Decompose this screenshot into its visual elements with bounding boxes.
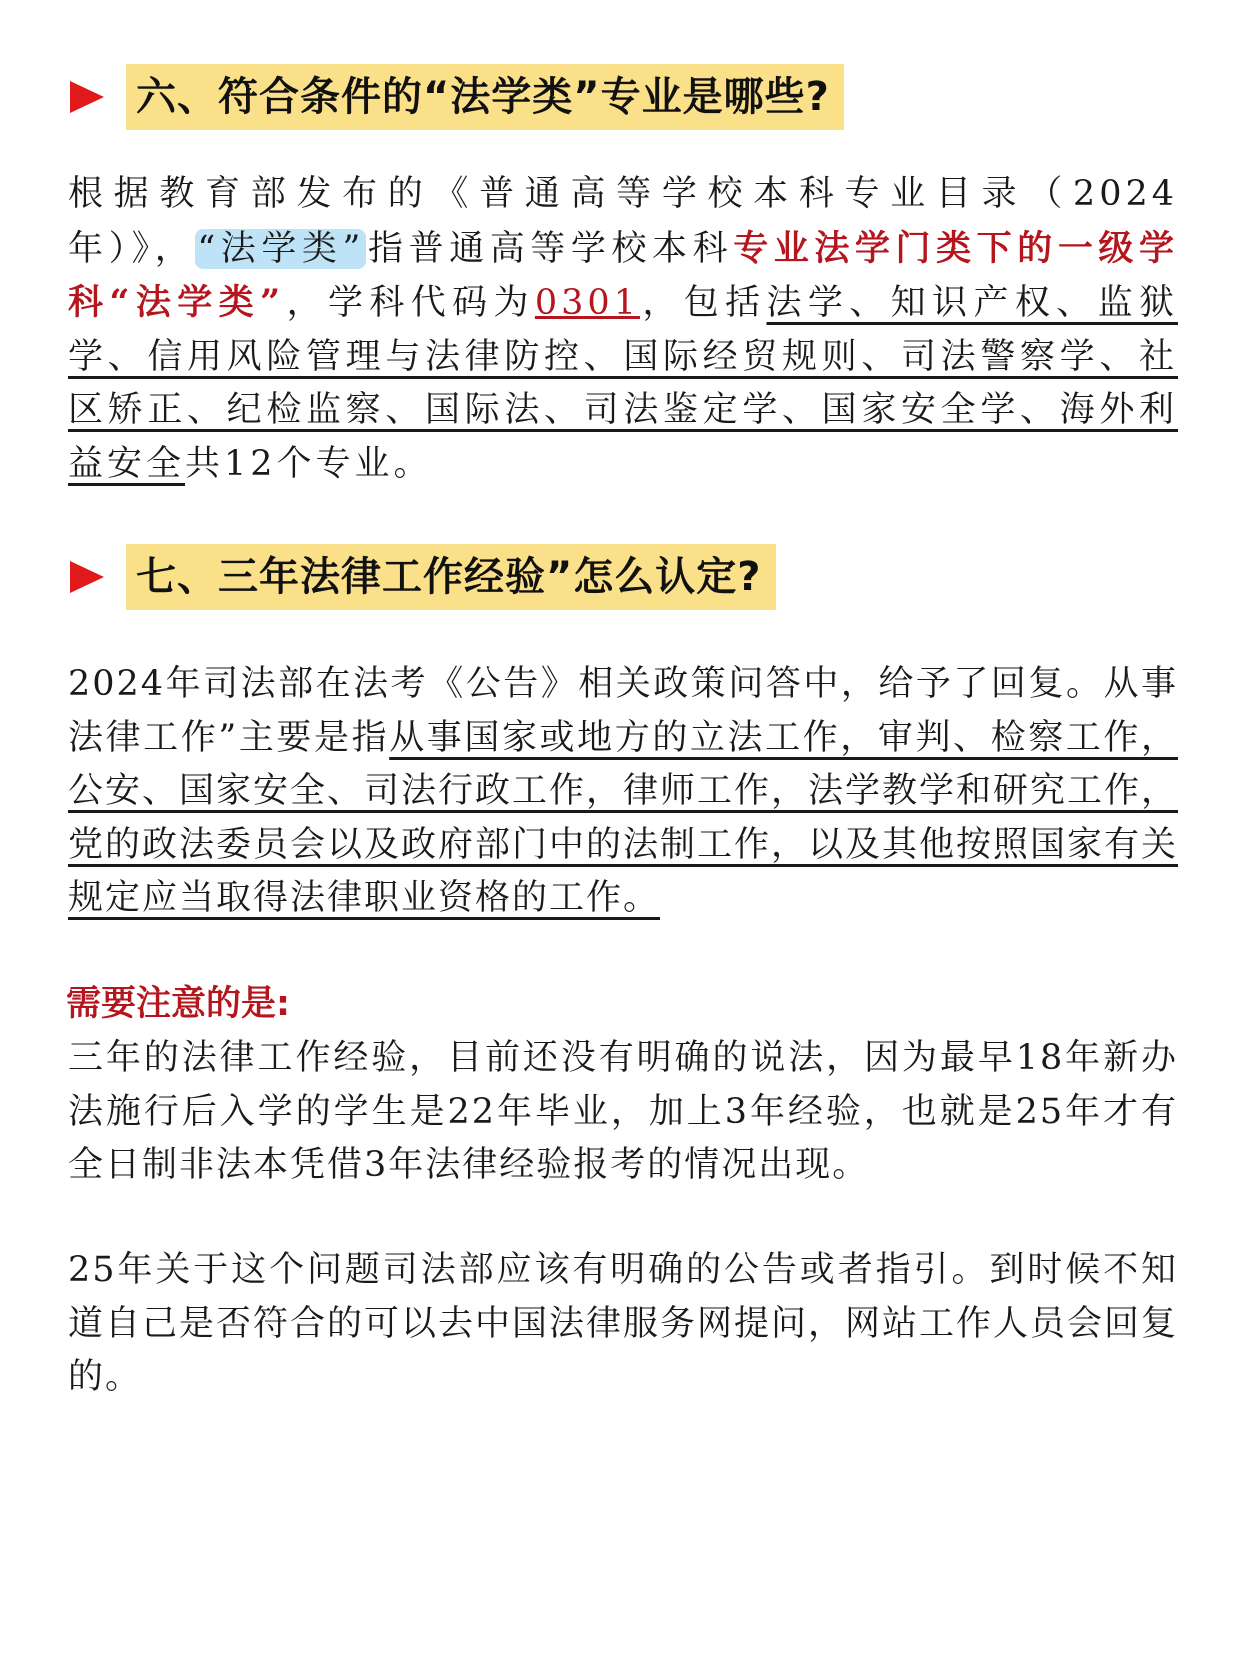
section-7-title: 七、三年法律工作经验”怎么认定? xyxy=(126,544,776,610)
legal-work-definition: 从事国家或地方的立法工作，审判、检察工作，公安、国家安全、司法行政工作，律师工作，法学教学和研究工作，党的政法委员会以及政府部门中的法制工作，以及其他按照国家有关规定应当取得法律职业资格的工作。 xyxy=(68,717,1179,918)
text: 指普通高等学校本科 xyxy=(366,228,734,269)
red-arrow-icon xyxy=(70,81,104,113)
highlighted-term: “法学类” xyxy=(197,228,365,269)
emphasis-text: 专业法学门类下的一级学科“法学类” xyxy=(68,227,1178,323)
text: ，包括 xyxy=(639,283,767,323)
text: 根据教育部发布的《普通高等学校本科专业目录（2024年）》， xyxy=(68,174,1178,269)
section-7-heading xyxy=(70,544,776,610)
text: ，学科代码为 xyxy=(284,283,535,323)
section-6-paragraph xyxy=(68,168,1178,491)
closing-paragraph: 25年关于这个问题司法部应该有明确的公告或者指引。到时候不知道自己是否符合的可以去中国法律服务网提问，网站工作人员会回复的。 xyxy=(68,1250,1179,1397)
majors-list: 法学、知识产权、监狱学、信用风险管理与法律防控、国际经贸规则、司法警察学、社区矫正、纪检监察、国际法、司法鉴定学、国家安全学、海外利益安全 xyxy=(68,283,1178,484)
subject-code: 0301 xyxy=(534,283,640,323)
red-arrow-icon xyxy=(70,561,104,593)
text: 2024年司法部在法考《公告》相关政策问答中，给予了回复。从事法律工作”主要是指 xyxy=(68,664,1178,758)
text: 共12个专业。 xyxy=(185,443,433,484)
section-7-paragraph xyxy=(68,658,1178,926)
note-title: 需要注意的是: xyxy=(66,984,290,1024)
note-paragraph: 三年的法律工作经验，目前还没有明确的说法，因为最早18年新办法施行后入学的学生是22年毕业，加上3年经验，也就是25年才有全日制非法本凭借3年法律经验报考的情况出现。 xyxy=(68,1038,1178,1185)
section-6-title: 六、符合条件的“法学类”专业是哪些? xyxy=(126,64,844,130)
section-6-heading xyxy=(70,64,844,130)
